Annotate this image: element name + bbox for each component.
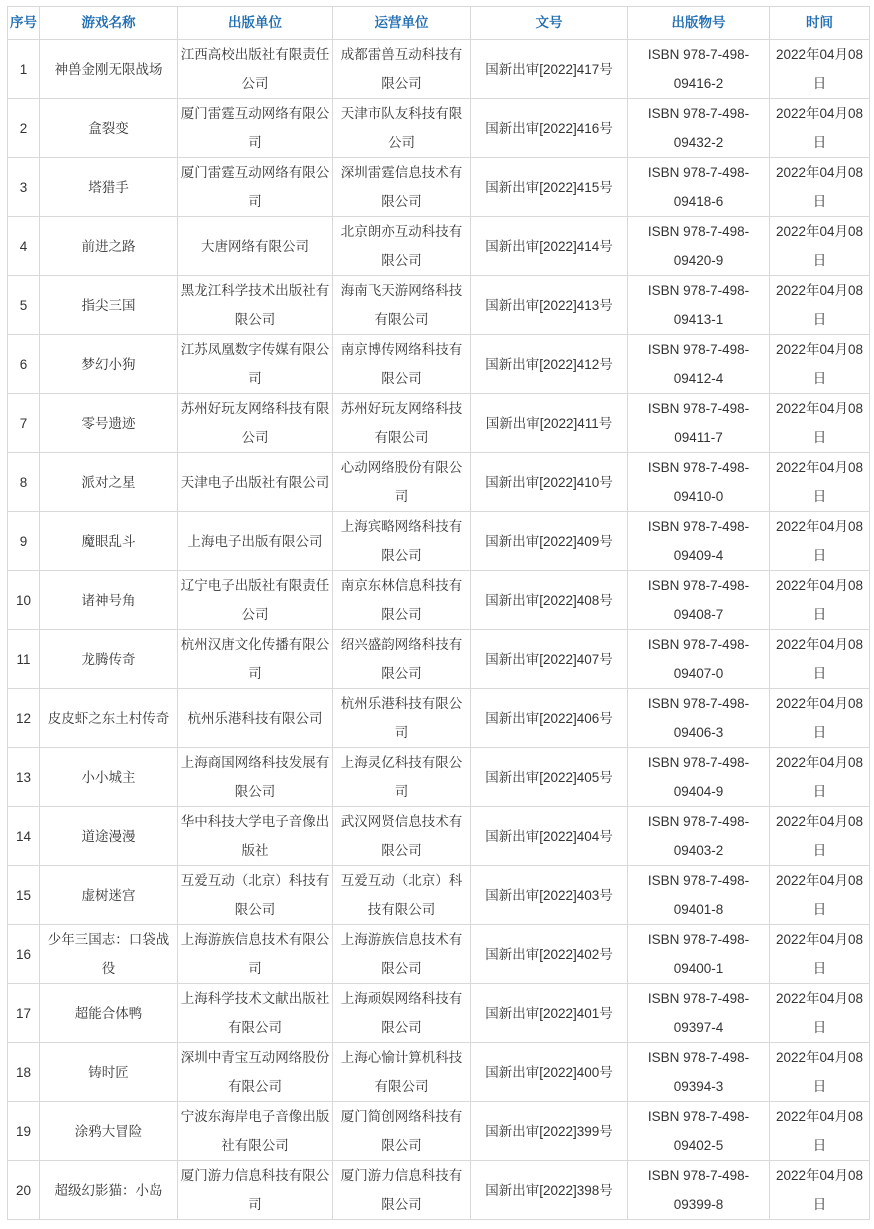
cell-index: 16	[8, 925, 40, 984]
cell-publisher: 上海科学技术文献出版社有限公司	[178, 984, 333, 1043]
cell-approval-number: 国新出审[2022]403号	[471, 866, 628, 925]
cell-date: 2022年04月08日	[770, 158, 870, 217]
cell-isbn: ISBN 978-7-498-09403-2	[628, 807, 770, 866]
cell-operator: 南京博传网络科技有限公司	[333, 335, 471, 394]
cell-index: 3	[8, 158, 40, 217]
table-row	[8, 748, 870, 807]
cell-date: 2022年04月08日	[770, 1102, 870, 1161]
cell-date: 2022年04月08日	[770, 335, 870, 394]
cell-index: 11	[8, 630, 40, 689]
cell-isbn: ISBN 978-7-498-09404-9	[628, 748, 770, 807]
table-row	[8, 276, 870, 335]
cell-index: 9	[8, 512, 40, 571]
table-row	[8, 984, 870, 1043]
table-row	[8, 99, 870, 158]
cell-operator: 武汉网贤信息技术有限公司	[333, 807, 471, 866]
cell-approval-number: 国新出审[2022]410号	[471, 453, 628, 512]
cell-operator: 绍兴盛韵网络科技有限公司	[333, 630, 471, 689]
header-approval-number: 文号	[471, 7, 628, 40]
cell-approval-number: 国新出审[2022]401号	[471, 984, 628, 1043]
cell-approval-number: 国新出审[2022]417号	[471, 40, 628, 99]
cell-approval-number: 国新出审[2022]413号	[471, 276, 628, 335]
cell-isbn: ISBN 978-7-498-09416-2	[628, 40, 770, 99]
cell-date: 2022年04月08日	[770, 1161, 870, 1220]
cell-game-name: 盒裂变	[40, 99, 178, 158]
table-row	[8, 217, 870, 276]
table-row	[8, 1102, 870, 1161]
table-row	[8, 925, 870, 984]
table-row	[8, 40, 870, 99]
cell-operator: 杭州乐港科技有限公司	[333, 689, 471, 748]
cell-date: 2022年04月08日	[770, 630, 870, 689]
header-operator: 运营单位	[333, 7, 471, 40]
cell-date: 2022年04月08日	[770, 925, 870, 984]
cell-operator: 天津市队友科技有限公司	[333, 99, 471, 158]
table-row	[8, 394, 870, 453]
cell-date: 2022年04月08日	[770, 984, 870, 1043]
table-row	[8, 630, 870, 689]
cell-approval-number: 国新出审[2022]414号	[471, 217, 628, 276]
cell-date: 2022年04月08日	[770, 276, 870, 335]
cell-isbn: ISBN 978-7-498-09420-9	[628, 217, 770, 276]
cell-approval-number: 国新出审[2022]402号	[471, 925, 628, 984]
cell-index: 13	[8, 748, 40, 807]
cell-isbn: ISBN 978-7-498-09399-8	[628, 1161, 770, 1220]
table-row	[8, 453, 870, 512]
cell-index: 10	[8, 571, 40, 630]
cell-operator: 心动网络股份有限公司	[333, 453, 471, 512]
cell-date: 2022年04月08日	[770, 217, 870, 276]
cell-operator: 互爱互动（北京）科技有限公司	[333, 866, 471, 925]
cell-date: 2022年04月08日	[770, 453, 870, 512]
table-row	[8, 335, 870, 394]
cell-approval-number: 国新出审[2022]404号	[471, 807, 628, 866]
cell-publisher: 杭州汉唐文化传播有限公司	[178, 630, 333, 689]
cell-isbn: ISBN 978-7-498-09412-4	[628, 335, 770, 394]
cell-approval-number: 国新出审[2022]408号	[471, 571, 628, 630]
cell-game-name: 神兽金刚无限战场	[40, 40, 178, 99]
cell-publisher: 上海电子出版有限公司	[178, 512, 333, 571]
cell-approval-number: 国新出审[2022]415号	[471, 158, 628, 217]
cell-operator: 厦门简创网络科技有限公司	[333, 1102, 471, 1161]
table-row	[8, 1043, 870, 1102]
cell-isbn: ISBN 978-7-498-09394-3	[628, 1043, 770, 1102]
cell-approval-number: 国新出审[2022]411号	[471, 394, 628, 453]
table-row	[8, 512, 870, 571]
cell-publisher: 厦门雷霆互动网络有限公司	[178, 99, 333, 158]
cell-isbn: ISBN 978-7-498-09406-3	[628, 689, 770, 748]
cell-publisher: 宁波东海岸电子音像出版社有限公司	[178, 1102, 333, 1161]
cell-game-name: 派对之星	[40, 453, 178, 512]
cell-game-name: 诸神号角	[40, 571, 178, 630]
cell-isbn: ISBN 978-7-498-09400-1	[628, 925, 770, 984]
cell-operator: 上海游族信息技术有限公司	[333, 925, 471, 984]
cell-game-name: 涂鸦大冒险	[40, 1102, 178, 1161]
cell-game-name: 塔猎手	[40, 158, 178, 217]
cell-game-name: 小小城主	[40, 748, 178, 807]
cell-publisher: 苏州好玩友网络科技有限公司	[178, 394, 333, 453]
cell-approval-number: 国新出审[2022]405号	[471, 748, 628, 807]
table-row	[8, 807, 870, 866]
cell-isbn: ISBN 978-7-498-09432-2	[628, 99, 770, 158]
cell-game-name: 梦幻小狗	[40, 335, 178, 394]
cell-date: 2022年04月08日	[770, 571, 870, 630]
table-header-row	[8, 7, 870, 40]
cell-operator: 成都雷兽互动科技有限公司	[333, 40, 471, 99]
cell-index: 4	[8, 217, 40, 276]
cell-index: 20	[8, 1161, 40, 1220]
cell-game-name: 指尖三国	[40, 276, 178, 335]
cell-isbn: ISBN 978-7-498-09411-7	[628, 394, 770, 453]
cell-approval-number: 国新出审[2022]399号	[471, 1102, 628, 1161]
cell-index: 15	[8, 866, 40, 925]
cell-game-name: 零号遗迹	[40, 394, 178, 453]
cell-publisher: 辽宁电子出版社有限责任公司	[178, 571, 333, 630]
cell-publisher: 杭州乐港科技有限公司	[178, 689, 333, 748]
cell-publisher: 江苏凤凰数字传媒有限公司	[178, 335, 333, 394]
header-game-name: 游戏名称	[40, 7, 178, 40]
cell-approval-number: 国新出审[2022]416号	[471, 99, 628, 158]
cell-publisher: 大唐网络有限公司	[178, 217, 333, 276]
cell-isbn: ISBN 978-7-498-09402-5	[628, 1102, 770, 1161]
cell-publisher: 厦门游力信息科技有限公司	[178, 1161, 333, 1220]
cell-operator: 南京东林信息科技有限公司	[333, 571, 471, 630]
cell-date: 2022年04月08日	[770, 1043, 870, 1102]
cell-isbn: ISBN 978-7-498-09413-1	[628, 276, 770, 335]
cell-game-name: 超级幻影猫：小岛	[40, 1161, 178, 1220]
cell-approval-number: 国新出审[2022]400号	[471, 1043, 628, 1102]
cell-date: 2022年04月08日	[770, 512, 870, 571]
cell-game-name: 虚树迷宫	[40, 866, 178, 925]
cell-index: 1	[8, 40, 40, 99]
table-row	[8, 158, 870, 217]
cell-game-name: 前进之路	[40, 217, 178, 276]
cell-operator: 深圳雷霆信息技术有限公司	[333, 158, 471, 217]
table-row	[8, 1161, 870, 1220]
cell-isbn: ISBN 978-7-498-09418-6	[628, 158, 770, 217]
cell-date: 2022年04月08日	[770, 748, 870, 807]
cell-approval-number: 国新出审[2022]406号	[471, 689, 628, 748]
cell-game-name: 龙腾传奇	[40, 630, 178, 689]
cell-approval-number: 国新出审[2022]409号	[471, 512, 628, 571]
cell-publisher: 黑龙江科学技术出版社有限公司	[178, 276, 333, 335]
cell-game-name: 魔眼乱斗	[40, 512, 178, 571]
table-row	[8, 866, 870, 925]
cell-approval-number: 国新出审[2022]398号	[471, 1161, 628, 1220]
cell-game-name: 超能合体鸭	[40, 984, 178, 1043]
cell-date: 2022年04月08日	[770, 40, 870, 99]
cell-date: 2022年04月08日	[770, 99, 870, 158]
cell-index: 7	[8, 394, 40, 453]
cell-operator: 上海顽娱网络科技有限公司	[333, 984, 471, 1043]
header-date: 时间	[770, 7, 870, 40]
cell-isbn: ISBN 978-7-498-09408-7	[628, 571, 770, 630]
table-row	[8, 571, 870, 630]
game-approval-table	[7, 6, 870, 1220]
cell-index: 18	[8, 1043, 40, 1102]
cell-isbn: ISBN 978-7-498-09397-4	[628, 984, 770, 1043]
cell-date: 2022年04月08日	[770, 866, 870, 925]
cell-date: 2022年04月08日	[770, 807, 870, 866]
cell-game-name: 道途漫漫	[40, 807, 178, 866]
cell-publisher: 华中科技大学电子音像出版社	[178, 807, 333, 866]
cell-game-name: 铸时匠	[40, 1043, 178, 1102]
cell-publisher: 江西高校出版社有限责任公司	[178, 40, 333, 99]
cell-isbn: ISBN 978-7-498-09407-0	[628, 630, 770, 689]
header-index: 序号	[8, 7, 40, 40]
cell-index: 19	[8, 1102, 40, 1161]
cell-isbn: ISBN 978-7-498-09410-0	[628, 453, 770, 512]
cell-index: 14	[8, 807, 40, 866]
cell-publisher: 厦门雷霆互动网络有限公司	[178, 158, 333, 217]
cell-index: 12	[8, 689, 40, 748]
cell-publisher: 上海商国网络科技发展有限公司	[178, 748, 333, 807]
cell-approval-number: 国新出审[2022]412号	[471, 335, 628, 394]
cell-publisher: 互爱互动（北京）科技有限公司	[178, 866, 333, 925]
table-row	[8, 689, 870, 748]
cell-isbn: ISBN 978-7-498-09409-4	[628, 512, 770, 571]
cell-isbn: ISBN 978-7-498-09401-8	[628, 866, 770, 925]
cell-date: 2022年04月08日	[770, 394, 870, 453]
cell-operator: 北京朗亦互动科技有限公司	[333, 217, 471, 276]
cell-index: 5	[8, 276, 40, 335]
cell-operator: 苏州好玩友网络科技有限公司	[333, 394, 471, 453]
cell-game-name: 皮皮虾之东土村传奇	[40, 689, 178, 748]
cell-operator: 海南飞天游网络科技有限公司	[333, 276, 471, 335]
header-publisher: 出版单位	[178, 7, 333, 40]
cell-publisher: 上海游族信息技术有限公司	[178, 925, 333, 984]
cell-date: 2022年04月08日	[770, 689, 870, 748]
cell-publisher: 深圳中青宝互动网络股份有限公司	[178, 1043, 333, 1102]
cell-operator: 上海灵亿科技有限公司	[333, 748, 471, 807]
cell-operator: 上海宾略网络科技有限公司	[333, 512, 471, 571]
cell-index: 2	[8, 99, 40, 158]
header-isbn: 出版物号	[628, 7, 770, 40]
cell-index: 8	[8, 453, 40, 512]
cell-publisher: 天津电子出版社有限公司	[178, 453, 333, 512]
cell-operator: 上海心愉计算机科技有限公司	[333, 1043, 471, 1102]
cell-index: 17	[8, 984, 40, 1043]
cell-operator: 厦门游力信息科技有限公司	[333, 1161, 471, 1220]
cell-game-name: 少年三国志：口袋战役	[40, 925, 178, 984]
cell-approval-number: 国新出审[2022]407号	[471, 630, 628, 689]
cell-index: 6	[8, 335, 40, 394]
